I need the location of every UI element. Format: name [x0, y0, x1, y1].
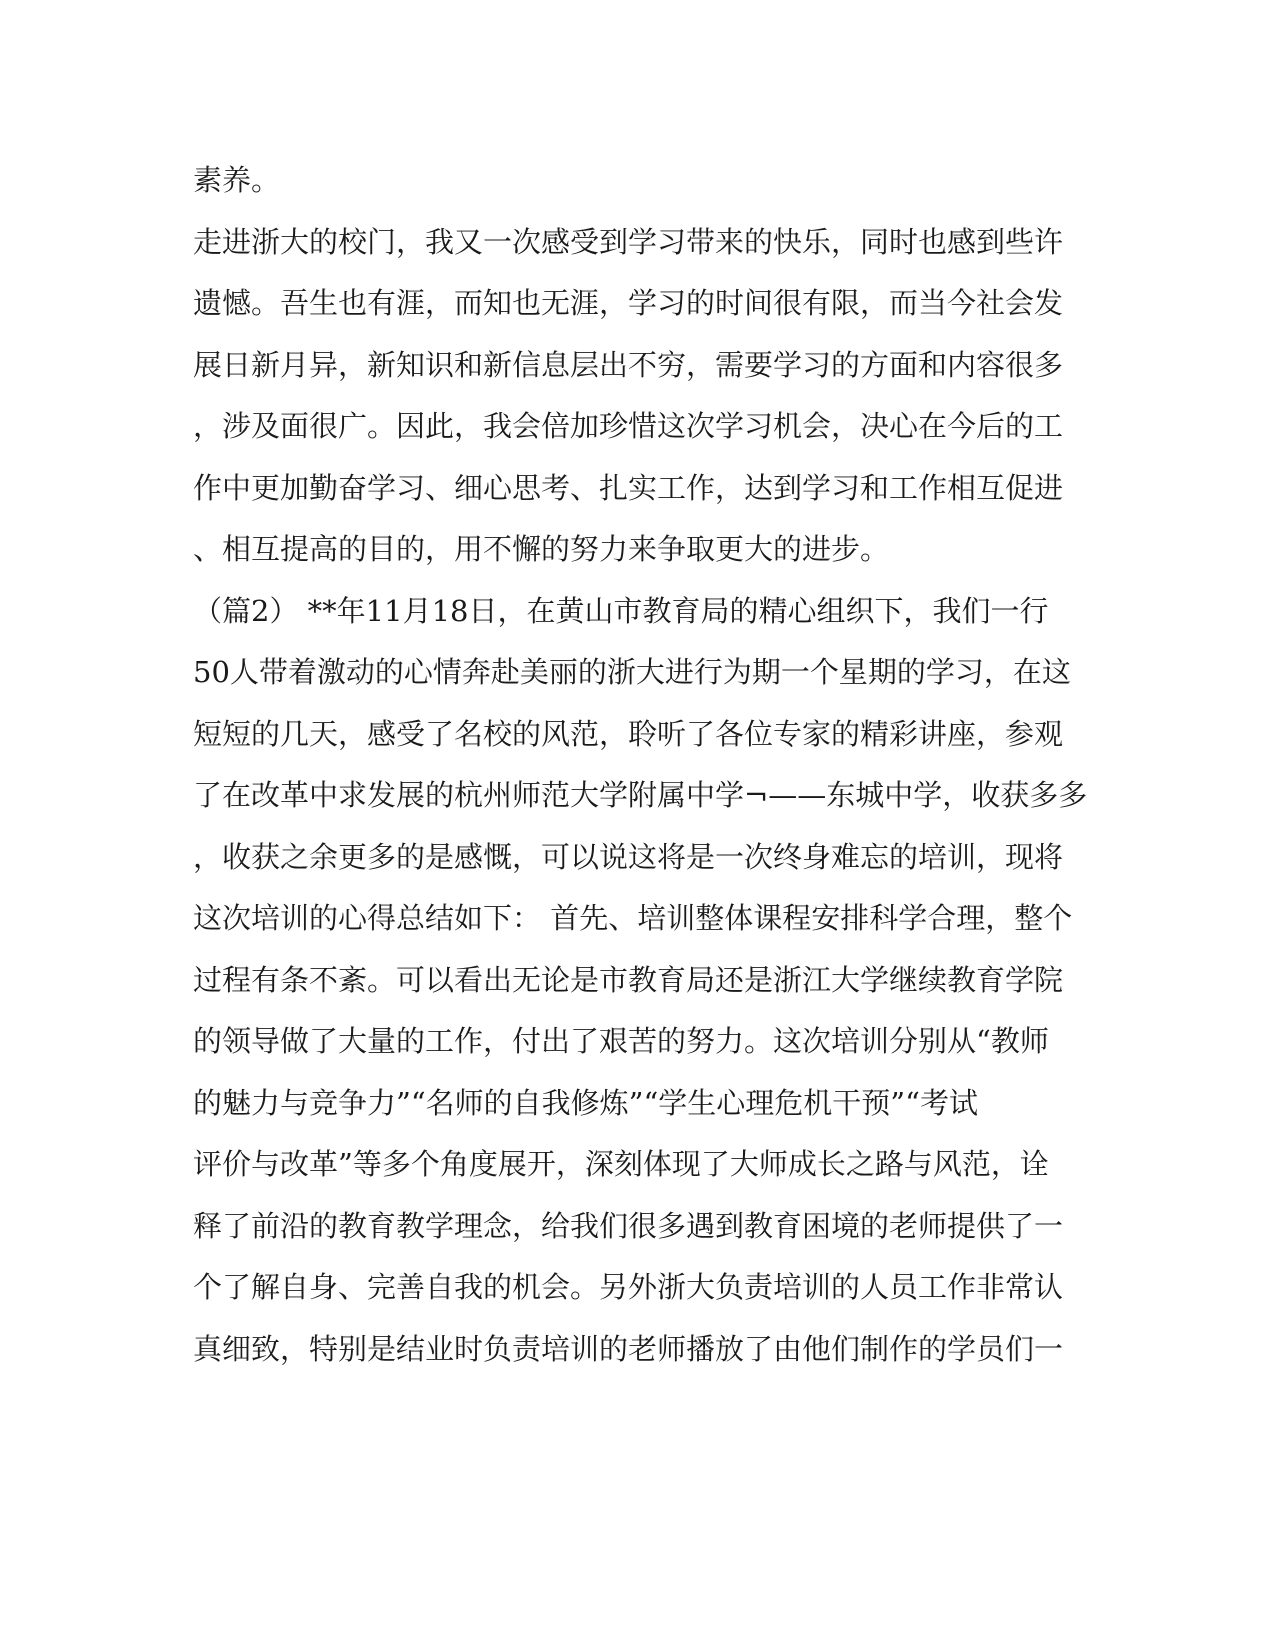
text-line: 走进浙大的校门，我又一次感受到学习带来的快乐，同时也感到些许 — [193, 225, 1064, 259]
text-line: 展日新月异，新知识和新信息层出不穷，需要学习的方面和内容很多 — [193, 348, 1064, 382]
text-line: 遗憾。吾生也有涯，而知也无涯，学习的时间很有限，而当今社会发 — [193, 286, 1064, 320]
text-line: 素养。 — [193, 163, 281, 197]
text-line: 短短的几天，感受了名校的风范，聆听了各位专家的精彩讲座，参观 — [193, 717, 1064, 751]
text-line: 作中更加勤奋学习、细心思考、扎实工作，达到学习和工作相互促进 — [193, 471, 1064, 505]
text-line: 个了解自身、完善自我的机会。另外浙大负责培训的人员工作非常认 — [193, 1270, 1064, 1304]
text-line: 过程有条不紊。可以看出无论是市教育局还是浙江大学继续教育学院 — [193, 963, 1064, 997]
text-line: ，涉及面很广。因此，我会倍加珍惜这次学习机会，决心在今后的工 — [193, 409, 1064, 443]
text-line: 、相互提高的目的，用不懈的努力来争取更大的进步。 — [193, 532, 890, 566]
text-line: 的魅力与竞争力”“名师的自我修炼”“学生心理危机干预”“考试 — [193, 1086, 978, 1120]
text-line: 了在改革中求发展的杭州师范大学附属中学¬——东城中学，收获多多 — [193, 778, 1088, 812]
text-line: 释了前沿的教育教学理念，给我们很多遇到教育困境的老师提供了一 — [193, 1209, 1064, 1243]
text-line: 这次培训的心得总结如下： 首先、培训整体课程安排科学合理，整个 — [193, 901, 1073, 935]
text-line: 的领导做了大量的工作，付出了艰苦的努力。这次培训分别从“教师 — [193, 1024, 1049, 1058]
text-line: 50人带着激动的心情奔赴美丽的浙大进行为期一个星期的学习，在这 — [193, 655, 1071, 689]
text-line: （篇2） **年11月18日，在黄山市教育局的精心组织下，我们一行 — [193, 594, 1049, 628]
text-line: 真细致，特别是结业时负责培训的老师播放了由他们制作的学员们一 — [193, 1332, 1064, 1366]
text-line: ，收获之余更多的是感慨，可以说这将是一次终身难忘的培训，现将 — [193, 840, 1064, 874]
text-line: 评价与改革”等多个角度展开，深刻体现了大师成长之路与风范，诠 — [193, 1147, 1049, 1181]
